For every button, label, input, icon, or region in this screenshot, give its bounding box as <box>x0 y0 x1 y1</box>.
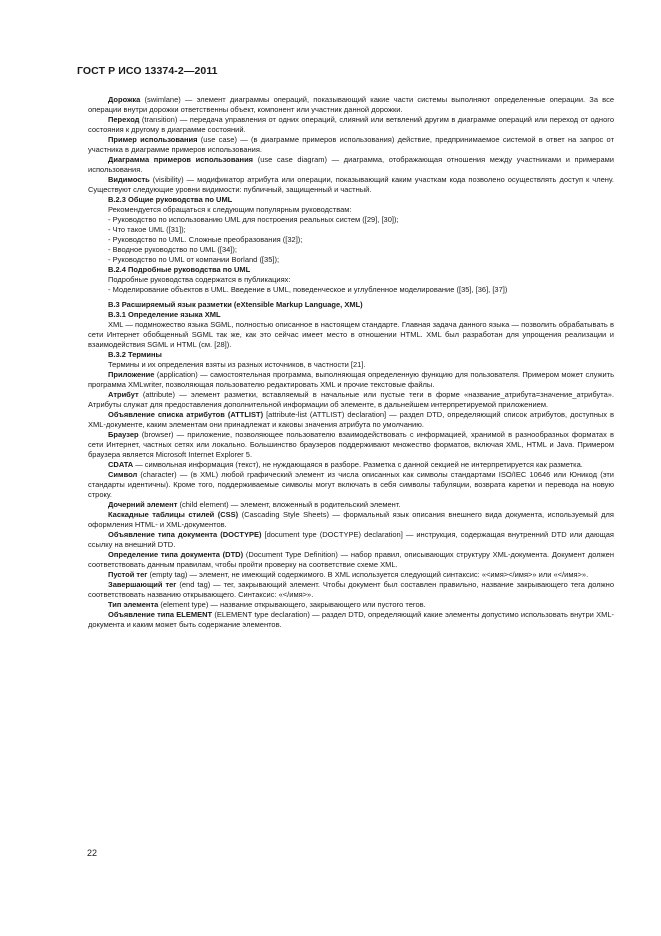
subsection-heading: B.2.4 Подробные руководства по UML <box>108 265 251 274</box>
term-text: (use case diagram) — диаграмма, отображающая отношения между участниками и примерами использования. <box>88 155 614 174</box>
term-text: (Document Type Definition) — набор правил, описывающих структуру XML-документа. Документ должен соответствовать данным правилам, чтобы пройти проверку на соответствие схеме XML. <box>88 550 614 569</box>
paragraph: - Руководство по UML. Сложные преобразования ([32]); <box>108 235 303 244</box>
term-text: [document type (DOCTYPE) declaration] — инструкция, содержащая внутренний DTD или дающая ссылку на внешний DTD. <box>88 530 614 549</box>
term-definition <box>88 390 614 410</box>
subsection-heading: B.3.2 Термины <box>108 350 162 359</box>
term-text: (application) — самостоятельная программа, выполняющая определенную функцию для пользователя. Примером может служить программа XMLwriter, позволяющая пользователю редактировать XML и прочие текстовые файлы. <box>88 370 614 389</box>
term-name: Определение типа документа (DTD) <box>108 550 244 559</box>
term-name: Завершающий тег <box>108 580 177 589</box>
paragraph: Термины и их определения взяты из разных источников, в частности [21]. <box>108 360 366 369</box>
term-name: Приложение <box>108 370 155 379</box>
term-text: (Cascading Style Sheets) — формальный язык описания внешнего вида документа, используемый для оформления HTML- и XML-документов. <box>88 510 614 529</box>
term-text: (swimlane) — элемент диаграммы операций, показывающий какие части системы выполняют определенные операции. За все операции внутри дорожки ответственны объект, компонент или участник данной дорожки. <box>88 95 614 114</box>
term-definition <box>88 500 614 510</box>
term-definition <box>88 430 614 460</box>
term-definition <box>88 610 614 630</box>
term-name: Объявление списка атрибутов (ATTLIST) <box>108 410 264 419</box>
term-definition <box>88 135 614 155</box>
subsection-heading: B.2.3 Общие руководства по UML <box>108 195 233 204</box>
term-name: Диаграмма примеров использования <box>108 155 254 164</box>
term-definition <box>88 510 614 530</box>
term-name: Пустой тег <box>108 570 148 579</box>
term-definition <box>88 95 614 115</box>
paragraph: Рекомендуется обращаться к следующим популярным руководствам: <box>108 205 352 214</box>
term-text: (transition) — передача управления от одних операций, слияний или ветвлений другим в диаграмме операций или переход от одного состояния к другому в диаграмме состояний. <box>88 115 614 134</box>
paragraph: - Руководство по использованию UML для построения реальных систем ([29], [30]); <box>108 215 399 224</box>
term-definition <box>88 460 614 470</box>
term-text: (child element) — элемент, вложенный в родительский элемент. <box>177 500 401 509</box>
term-text: — символьная информация (текст), не нуждающаяся в разборе. Разметка с данной секцией не интерпретируется как разметка. <box>133 460 583 469</box>
term-text: (browser) — приложение, позволяющее пользователю взаимодействовать с информацией, хранимой в разнообразных форматах в сети Интернет, частных сетях или локально. Большинство браузеров поддерживают множество форматов, включая XML, HTML и Java. Примером браузера является Microsoft Internet Explorer 5. <box>88 430 614 459</box>
term-definition <box>88 155 614 175</box>
term-definition <box>88 470 614 500</box>
term-definition <box>88 570 614 580</box>
term-definition <box>88 410 614 430</box>
term-definition <box>88 550 614 570</box>
term-name: Символ <box>108 470 138 479</box>
term-text: (visibility) — модификатор атрибута или операции, показывающий каким участкам кода позволено осуществлять доступ к члену. Существуют следующие уровни видимости: публичный, защищенный и частный. <box>88 175 614 194</box>
paragraph: Подробные руководства содержатся в публикациях: <box>108 275 291 284</box>
paragraph: XML — подмножество языка SGML, полностью описанное в настоящем стандарте. Главная задача данного языка — позволить обрабатывать в сети Интернет обобщенный SGML так же, как это сейчас имеет место в отношении HTML. XML был разработан для упрощения реализации и взаимодействия SGML и HTML (см. [28]). <box>88 320 614 349</box>
term-text: (element type) — название открывающего, закрывающего или пустого тегов. <box>158 600 426 609</box>
term-text: (ELEMENT type declaration) — раздел DTD, определяющий какие элементы допустимо использовать внутри XML-документа и каким может быть содержание элементов. <box>88 610 614 629</box>
term-name: Переход <box>108 115 140 124</box>
term-definition <box>88 175 614 195</box>
paragraph: - Вводное руководство по UML ([34]); <box>108 245 237 254</box>
paragraph: - Моделирование объектов в UML. Введение в UML, поведенческое и углубленное моделирование ([35], [36], [37]) <box>108 285 508 294</box>
term-text: (end tag) — тег, закрывающий элемент. Чтобы документ был составлен правильно, название закрывающего тега должно соответствовать названию открывающего. Синтаксис: «</имя>». <box>88 580 614 599</box>
term-name: Объявление типа документа (DOCTYPE) <box>108 530 262 539</box>
document-body <box>88 95 614 630</box>
term-definition <box>88 370 614 390</box>
page-number: 22 <box>87 848 98 858</box>
paragraph: - Руководство по UML от компании Borland ([35]); <box>108 255 280 264</box>
term-name: Каскадные таблицы стилей (CSS) <box>108 510 239 519</box>
section-heading: B.3 Расширяемый язык разметки (eXtensible Markup Language, XML) <box>108 300 363 309</box>
term-name: Пример использования <box>108 135 198 144</box>
term-definition <box>88 580 614 600</box>
term-name: Дочерний элемент <box>108 500 178 509</box>
term-text: (attribute) — элемент разметки, вставляемый в начальные или пустые теги в форме «название_атрибута=значение_атрибута». Атрибуты служат для предоставления дополнительной информации об элементе, в дальнейшем интерпретируемой приложением. <box>88 390 614 409</box>
term-definition <box>88 115 614 135</box>
term-name: Тип элемента <box>108 600 159 609</box>
term-name: Атрибут <box>108 390 139 399</box>
term-name: Дорожка <box>108 95 141 104</box>
paragraph: - Что такое UML ([31]); <box>108 225 186 234</box>
term-definition <box>88 530 614 550</box>
term-text: (character) — (в XML) любой графический элемент из числа описанных как символы стандартами ISO/IEC 10646 или Юникод (эти стандарты идентичны). Кроме того, поддерживаемые символы могут включать в себя символы табуляции, возврата каретки и перевода на новую строку. <box>88 470 614 499</box>
term-name: CDATA <box>108 460 134 469</box>
subsection-heading: B.3.1 Определение языка XML <box>108 310 221 319</box>
term-text: (empty tag) — элемент, не имеющий содержимого. В XML используется следующий синтаксис: «<имя></имя>» или «</имя>». <box>147 570 589 579</box>
page-header: ГОСТ Р ИСО 13374-2—2011 <box>77 65 218 77</box>
term-text: [attribute-list (ATTLIST) declaration] — раздел DTD, определяющий список атрибутов, доступных в XML-документе, каким элементам они принадлежат и каковы значения атрибута по умолчанию. <box>88 410 614 429</box>
term-name: Браузер <box>108 430 139 439</box>
term-text: (use case) — (в диаграмме примеров использования) действие, предпринимаемое системой в ответ на запрос от участника в диаграмме примеров использования. <box>88 135 615 154</box>
term-name: Видимость <box>108 175 150 184</box>
term-name: Объявление типа ELEMENT <box>108 610 213 619</box>
term-definition <box>88 600 614 610</box>
